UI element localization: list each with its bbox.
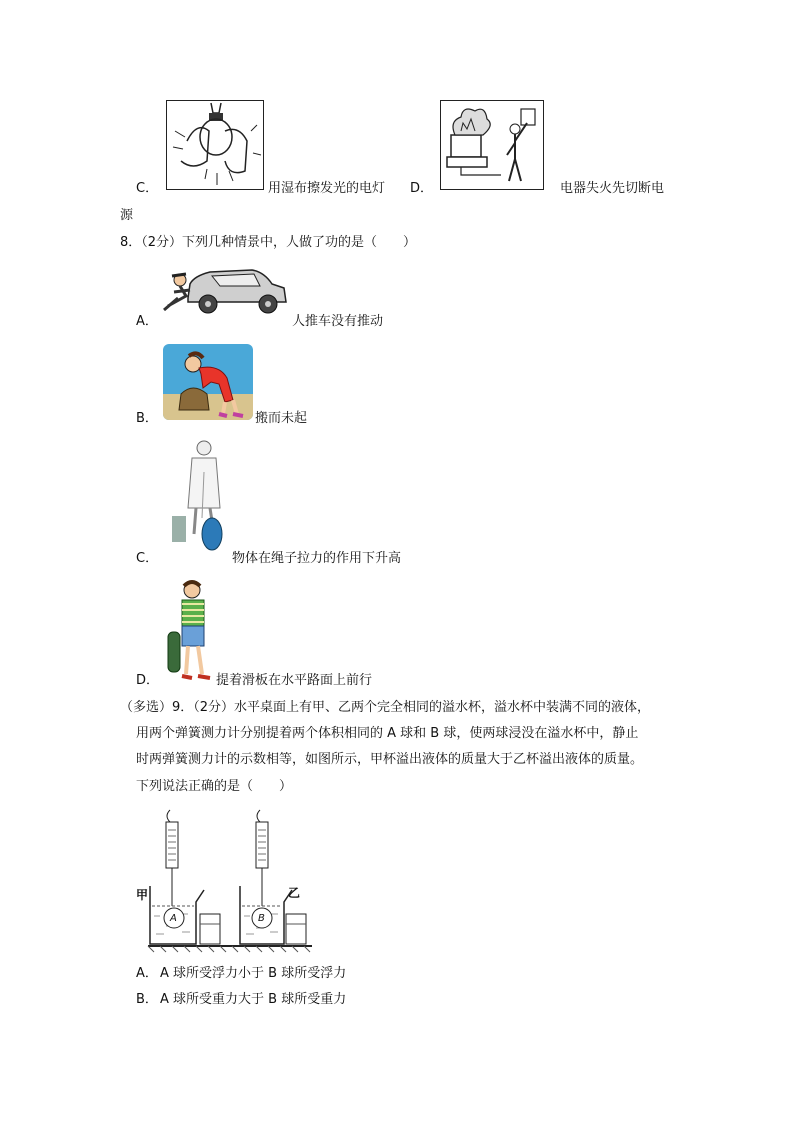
ball-b-label: B — [258, 913, 265, 924]
cup-label-jia: 甲 — [136, 888, 149, 902]
pull-rope-image — [170, 438, 230, 554]
q9-stem-line3: 时两弹簧测力计的示数相等，如图所示，甲杯溢出液体的质量大于乙杯溢出液体的质量。 — [136, 752, 644, 767]
q8-option-c-label: C． — [136, 551, 159, 566]
q8-option-d-label: D． — [136, 673, 160, 688]
q9-stem-line4: 下列说法正确的是（ ） — [136, 779, 293, 794]
q7-option-d-text-cont: 源 — [120, 208, 134, 223]
wet-cloth-lamp-image — [166, 100, 264, 190]
electric-fire-image — [440, 100, 544, 190]
q9-option-b-label: B． — [136, 992, 158, 1007]
q9-stem-line1: （多选）9．（2分）水平桌面上有甲、乙两个完全相同的溢水杯，溢水杯中装满不同的液体， — [120, 700, 651, 715]
q7-option-d-label: D． — [410, 181, 434, 196]
q8-option-c-text: 物体在绳子拉力的作用下升高 — [232, 551, 402, 566]
q7-option-d-text: 电器失火先切断电 — [560, 181, 665, 196]
q8-option-b-label: B． — [136, 411, 158, 426]
push-car-image — [160, 262, 290, 320]
q8-option-d-text: 提着滑板在水平路面上前行 — [216, 673, 373, 688]
q7-option-c-text: 用湿布擦发光的电灯 — [268, 181, 386, 196]
q9-option-b-text: A 球所受重力大于 B 球所受重力 — [160, 992, 347, 1007]
q7-option-c-label: C． — [136, 181, 159, 196]
ball-a-label: A — [170, 913, 177, 924]
q9-option-a-text: A 球所受浮力小于 B 球所受浮力 — [160, 966, 347, 981]
carry-skateboard-image — [166, 580, 214, 686]
q8-option-a-label: A． — [136, 314, 158, 329]
cup-label-yi: 乙 — [288, 886, 301, 900]
q8-option-a-text: 人推车没有推动 — [292, 314, 384, 329]
q8-stem: 8．（2分）下列几种情景中，人做了功的是（ ） — [120, 235, 417, 250]
lift-bag-image — [163, 344, 253, 420]
q8-option-b-text: 搬而未起 — [255, 411, 308, 426]
q9-option-a-label: A． — [136, 966, 158, 981]
q9-stem-line2: 用两个弹簧测力计分别提着两个体积相同的 A 球和 B 球，使两球浸没在溢水杯中，静止 — [136, 726, 639, 741]
overflow-cup-figure — [134, 806, 324, 956]
